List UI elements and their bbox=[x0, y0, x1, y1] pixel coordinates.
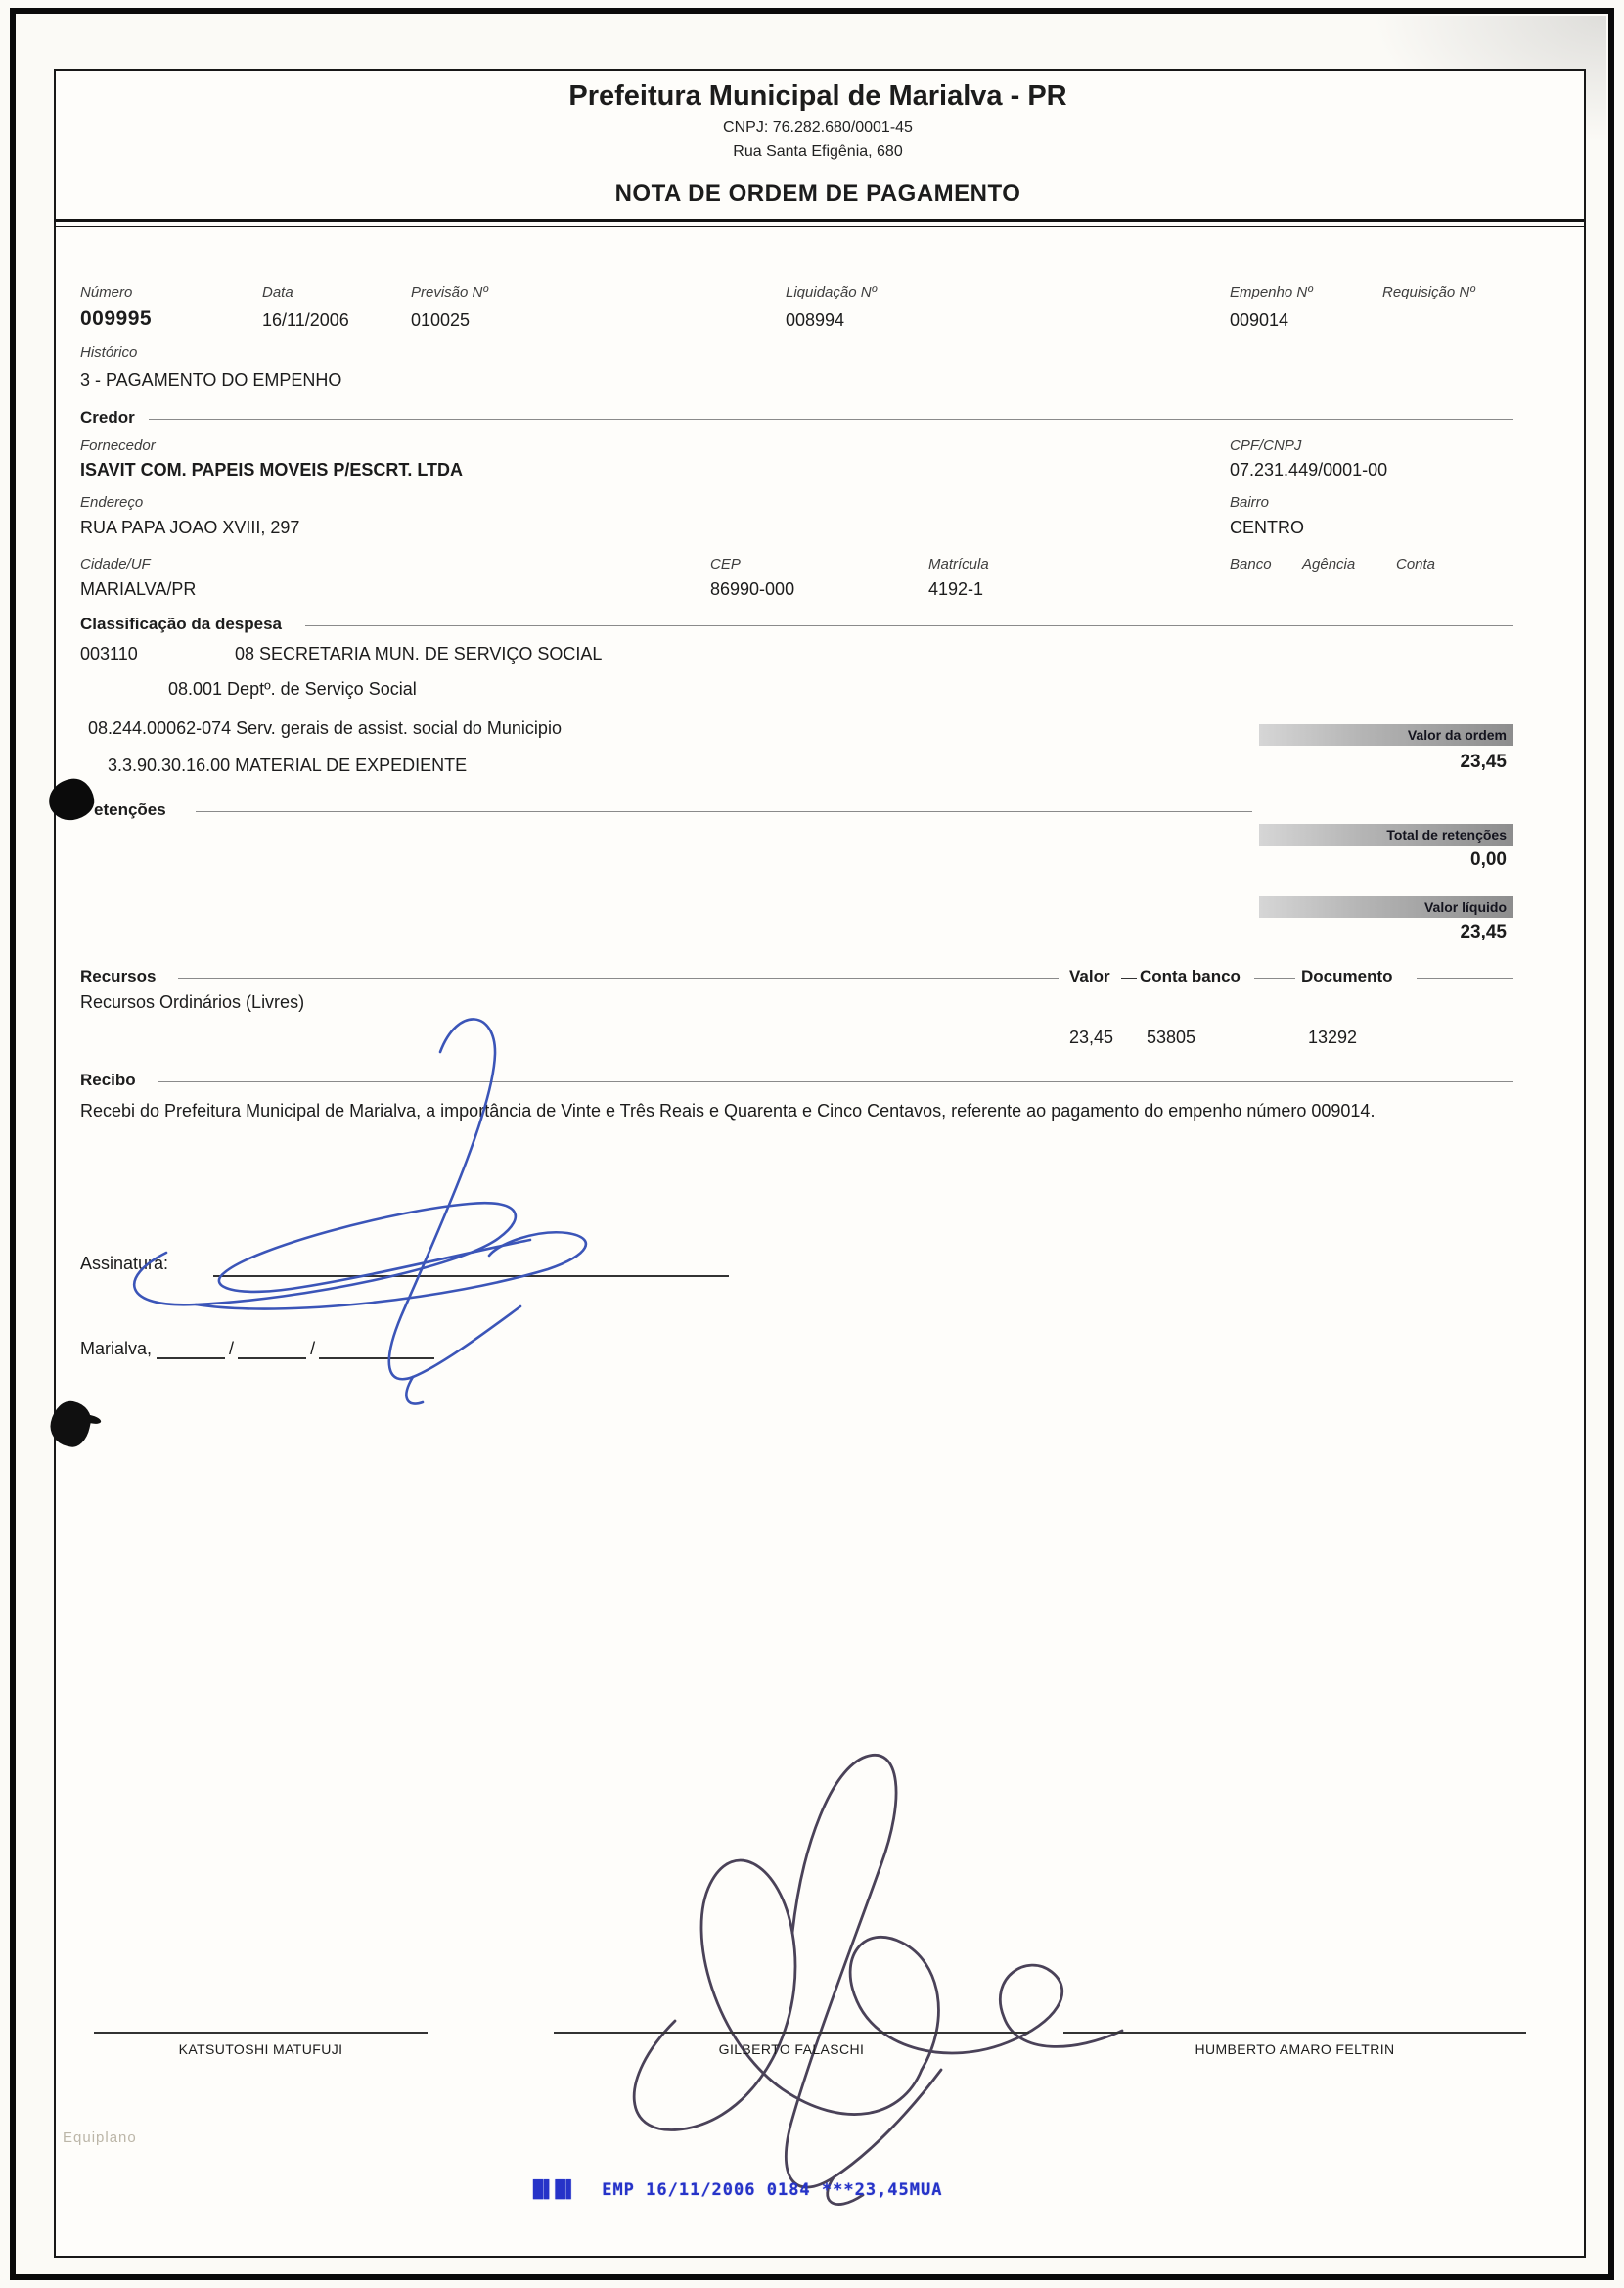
valor-liquido-value: 23,45 bbox=[1460, 922, 1507, 942]
signature-line-left bbox=[94, 2032, 428, 2034]
recursos-rule-3 bbox=[1417, 978, 1513, 979]
signatory-name-right: HUMBERTO AMARO FELTRIN bbox=[1195, 2041, 1395, 2057]
total-retencoes-value: 0,00 bbox=[1470, 849, 1507, 870]
recursos-conta-label: Conta banco bbox=[1140, 967, 1241, 985]
recibo-text: Recebi do Prefeitura Municipal de Marialva, a importância de Vinte e Três Reais e Quarenta e Cinco Centavos, referente ao pagamento do empenho número 009014. bbox=[80, 1101, 1376, 1121]
valor-liquido-bar: Valor líquido bbox=[1259, 896, 1513, 918]
recursos-section-title: Recursos bbox=[80, 967, 157, 985]
classificacao-code: 003110 bbox=[80, 644, 138, 664]
org-title: Prefeitura Municipal de Marialva - PR bbox=[568, 80, 1067, 112]
signature-stroke bbox=[406, 1377, 423, 1404]
document-title: NOTA DE ORDEM DE PAGAMENTO bbox=[614, 180, 1021, 206]
valor-ordem-value: 23,45 bbox=[1460, 752, 1507, 772]
matricula-value: 4192-1 bbox=[928, 579, 984, 599]
previsao-value: 010025 bbox=[411, 310, 471, 330]
endereco-value: RUA PAPA JOAO XVIII, 297 bbox=[80, 518, 300, 537]
agencia-label: Agência bbox=[1302, 556, 1356, 572]
cidade-value: MARIALVA/PR bbox=[80, 579, 197, 599]
retencoes-rule bbox=[196, 811, 1252, 812]
bank-validation-stamp bbox=[533, 2180, 942, 2200]
org-cnpj: CNPJ: 76.282.680/0001-45 bbox=[723, 119, 913, 136]
signature-line-right bbox=[1063, 2032, 1526, 2034]
recursos-rule-1 bbox=[178, 978, 1059, 979]
cpf-value: 07.231.449/0001-00 bbox=[1230, 460, 1388, 480]
recursos-documento-label: Documento bbox=[1301, 967, 1393, 985]
signature-scribble-blue bbox=[108, 993, 675, 1414]
conta-label: Conta bbox=[1396, 556, 1436, 572]
bairro-label: Bairro bbox=[1230, 494, 1270, 511]
previsao-label: Previsão Nº bbox=[411, 284, 488, 300]
classificacao-line3: 08.244.00062-074 Serv. gerais de assist. social do Municipio bbox=[88, 718, 562, 738]
header-divider bbox=[54, 219, 1584, 227]
signature-stroke bbox=[134, 1203, 530, 1304]
endereco-label: Endereço bbox=[80, 494, 144, 511]
banco-label: Banco bbox=[1230, 556, 1272, 572]
empenho-value: 009014 bbox=[1230, 310, 1289, 330]
valor-ordem-bar: Valor da ordem bbox=[1259, 724, 1513, 746]
signature-stroke bbox=[786, 1755, 941, 2187]
requisicao-label: Requisição Nº bbox=[1382, 284, 1475, 300]
retencoes-section-title: etenções bbox=[94, 801, 166, 819]
recursos-conta-value: 53805 bbox=[1147, 1028, 1196, 1047]
org-address: Rua Santa Efigênia, 680 bbox=[733, 143, 903, 160]
classificacao-line1: 08 SECRETARIA MUN. DE SERVIÇO SOCIAL bbox=[235, 644, 603, 664]
matricula-label: Matrícula bbox=[928, 556, 989, 572]
liquidacao-label: Liquidação Nº bbox=[786, 284, 878, 300]
assinatura-label: Assinatura: bbox=[80, 1254, 169, 1273]
fornecedor-label: Fornecedor bbox=[80, 437, 156, 454]
bairro-value: CENTRO bbox=[1230, 518, 1304, 537]
empenho-label: Empenho Nº bbox=[1230, 284, 1313, 300]
numero-label: Número bbox=[80, 284, 133, 300]
recursos-documento-value: 13292 bbox=[1308, 1028, 1358, 1047]
stamp-block-glyphs: █▌█▌ bbox=[533, 2180, 577, 2200]
historico-label: Histórico bbox=[80, 344, 138, 361]
data-value: 16/11/2006 bbox=[262, 310, 349, 330]
total-retencoes-bar: Total de retenções bbox=[1259, 824, 1513, 846]
numero-value: 009995 bbox=[80, 307, 153, 330]
credor-section-title: Credor bbox=[80, 408, 135, 427]
liquidacao-value: 008994 bbox=[786, 310, 845, 330]
date-slash-1: / bbox=[229, 1339, 235, 1358]
classificacao-line4: 3.3.90.30.16.00 MATERIAL DE EXPEDIENTE bbox=[108, 755, 468, 775]
cep-label: CEP bbox=[710, 556, 741, 572]
recursos-valor-label: Valor bbox=[1069, 967, 1110, 985]
recursos-dash bbox=[1121, 978, 1137, 979]
stamp-text: EMP 16/11/2006 0184 ***23,45MUA bbox=[602, 2180, 943, 2200]
classificacao-line2: 08.001 Deptº. de Serviço Social bbox=[168, 679, 417, 699]
recibo-section-title: Recibo bbox=[80, 1071, 136, 1089]
classificacao-section-title: Classificação da despesa bbox=[80, 615, 283, 633]
cep-value: 86990-000 bbox=[710, 579, 795, 599]
data-label: Data bbox=[262, 284, 293, 300]
classificacao-rule bbox=[305, 625, 1513, 626]
cidade-label: Cidade/UF bbox=[80, 556, 151, 572]
recursos-nome: Recursos Ordinários (Livres) bbox=[80, 992, 305, 1012]
date-slash-2: / bbox=[310, 1339, 316, 1358]
historico-value: 3 - PAGAMENTO DO EMPENHO bbox=[80, 370, 342, 389]
signature-stroke bbox=[389, 1019, 520, 1379]
marialva-label: Marialva, bbox=[80, 1339, 153, 1358]
signatory-name-left: KATSUTOSHI MATUFUJI bbox=[178, 2041, 343, 2057]
signature-stroke bbox=[634, 1860, 922, 2129]
credor-rule bbox=[149, 419, 1513, 420]
signature-line-center bbox=[554, 2032, 1029, 2034]
recursos-rule-2 bbox=[1254, 978, 1295, 979]
signatory-name-center: GILBERTO FALASCHI bbox=[718, 2041, 865, 2057]
cpf-label: CPF/CNPJ bbox=[1230, 437, 1302, 454]
recursos-valor-value: 23,45 bbox=[1069, 1028, 1114, 1047]
signature-scribble-dark bbox=[528, 1727, 1154, 2217]
equiplano-watermark: Equiplano bbox=[63, 2129, 137, 2146]
fornecedor-value: ISAVIT COM. PAPEIS MOVEIS P/ESCRT. LTDA bbox=[80, 460, 464, 480]
